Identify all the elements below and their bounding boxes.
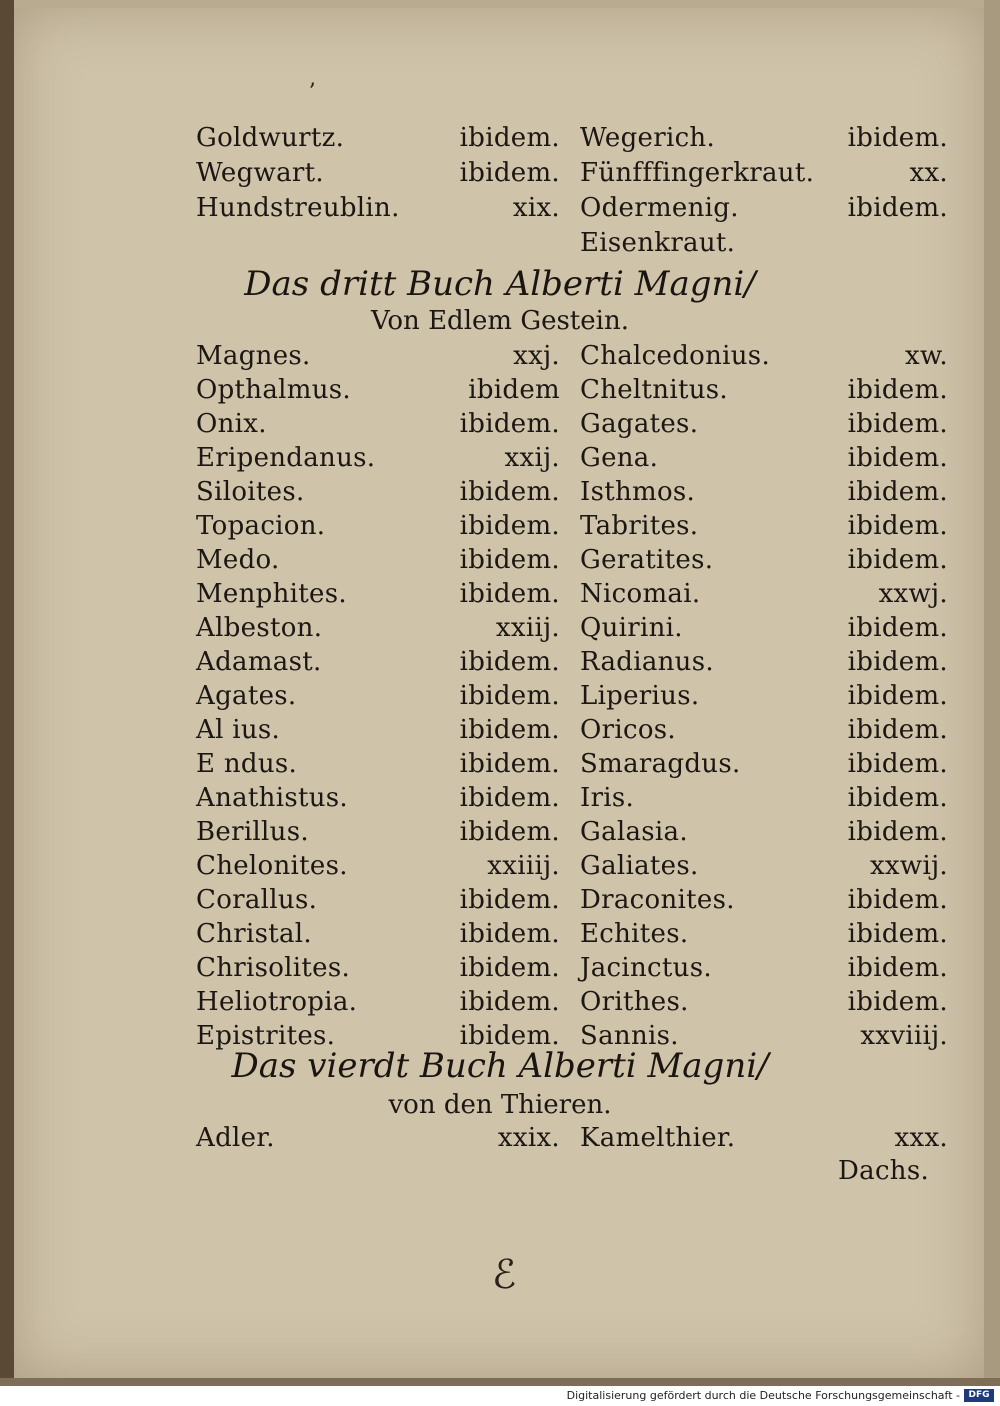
- ink-mark: ʼ: [308, 80, 315, 105]
- entry-name: E ndus.: [196, 749, 298, 779]
- entry-name: Adamast.: [196, 647, 322, 677]
- entry-ref: ibidem.: [459, 715, 560, 745]
- index-row: [0, 918, 1000, 950]
- entry-name: Iris.: [580, 783, 635, 813]
- index-row: [0, 122, 1000, 154]
- entry-name: Corallus.: [196, 885, 318, 915]
- entry-name: Chelonites.: [196, 851, 348, 881]
- entry-ref: ibidem.: [847, 987, 948, 1017]
- entry-ref: ibidem.: [847, 193, 948, 223]
- catchword: Dachs.: [838, 1156, 930, 1186]
- entry-name: Opthalmus.: [196, 375, 351, 405]
- entry-ref: ibidem.: [847, 443, 948, 473]
- index-row: [0, 884, 1000, 916]
- index-row: [0, 646, 1000, 678]
- dfg-logo: DFG: [964, 1389, 994, 1402]
- entry-ref: xxwj.: [878, 579, 948, 609]
- index-row: [0, 1122, 1000, 1154]
- entry-ref: ibidem.: [459, 409, 560, 439]
- entry-name: Siloites.: [196, 477, 305, 507]
- index-row: [0, 680, 1000, 712]
- entry-name: Draconites.: [580, 885, 735, 915]
- section3-subheading: Von Edlem Gestein.: [371, 306, 629, 336]
- index-row: [0, 408, 1000, 440]
- entry-name: Orithes.: [580, 987, 689, 1017]
- entry-name: Cheltnitus.: [580, 375, 728, 405]
- entry-ref: ibidem.: [847, 783, 948, 813]
- entry-ref: xxiij.: [495, 613, 560, 643]
- index-row: [0, 816, 1000, 848]
- entry-ref: ibidem.: [847, 123, 948, 153]
- entry-name: Eripendanus.: [196, 443, 376, 473]
- entry-name: Adler.: [196, 1123, 275, 1153]
- entry-ref: ibidem.: [459, 681, 560, 711]
- entry-name: Liperius.: [580, 681, 700, 711]
- entry-ref: ibidem.: [847, 375, 948, 405]
- entry-ref: ibidem.: [847, 477, 948, 507]
- entry-name: Smaragdus.: [580, 749, 741, 779]
- entry-ref: xxwij.: [869, 851, 948, 881]
- entry-ref: xxix.: [497, 1123, 560, 1153]
- index-row: [0, 612, 1000, 644]
- section4-subheading: von den Thieren.: [388, 1090, 612, 1120]
- entry-name: Medo.: [196, 545, 280, 575]
- entry-name: Geratites.: [580, 545, 714, 575]
- entry-ref: ibidem.: [847, 885, 948, 915]
- index-row: [0, 374, 1000, 406]
- section4-heading: Das vierdt Buch Alberti Magni/: [231, 1046, 769, 1086]
- entry-name: Menphites.: [196, 579, 347, 609]
- index-row: [0, 714, 1000, 746]
- entry-name: Nicomai.: [580, 579, 701, 609]
- index-row: [0, 748, 1000, 780]
- entry-ref: ibidem.: [459, 579, 560, 609]
- entry-name: Radianus.: [580, 647, 714, 677]
- entry-ref: ibidem.: [459, 158, 560, 188]
- entry-ref: ibidem.: [847, 409, 948, 439]
- entry-name: Magnes.: [196, 341, 311, 371]
- index-row: [0, 510, 1000, 542]
- pencil-mark: ℰ: [492, 1252, 517, 1298]
- entry-name: Gagates.: [580, 409, 699, 439]
- entry-ref: ibidem.: [847, 545, 948, 575]
- entry-ref: ibidem.: [847, 919, 948, 949]
- entry-name: Echites.: [580, 919, 689, 949]
- index-row: [0, 986, 1000, 1018]
- entry-name: Tabrites.: [580, 511, 699, 541]
- entry-name: Wegerich.: [580, 123, 716, 153]
- entry-name: Epistrites.: [196, 1021, 336, 1051]
- entry-name: Heliotropia.: [196, 987, 358, 1017]
- entry-ref: ibidem.: [847, 715, 948, 745]
- index-row: [0, 782, 1000, 814]
- entry-name: Galiates.: [580, 851, 699, 881]
- entry-name: Berillus.: [196, 817, 309, 847]
- entry-ref: ibidem.: [459, 749, 560, 779]
- index-row: [0, 192, 1000, 224]
- entry-ref: xxj.: [513, 341, 560, 371]
- entry-name: Quirini.: [580, 613, 683, 643]
- entry-name: Onix.: [196, 409, 267, 439]
- entry-ref: ibidem.: [459, 647, 560, 677]
- section3-heading: Das dritt Buch Alberti Magni/: [244, 264, 756, 304]
- index-row: [0, 476, 1000, 508]
- footer-bar: [0, 1386, 1000, 1406]
- index-row: [0, 578, 1000, 610]
- entry-name: Chrisolites.: [196, 953, 351, 983]
- entry-ref: xxviiij.: [860, 1021, 948, 1051]
- entry-ref: ibidem.: [459, 477, 560, 507]
- index-row: [0, 227, 1000, 259]
- index-row: [0, 157, 1000, 189]
- index-row: [0, 340, 1000, 372]
- entry-ref: ibidem.: [459, 953, 560, 983]
- entry-name: Topacion.: [196, 511, 326, 541]
- entry-ref: xxx.: [894, 1123, 948, 1153]
- entry-name: Albeston.: [196, 613, 323, 643]
- entry-ref: ibidem.: [459, 783, 560, 813]
- entry-name: Fünfffingerkraut.: [580, 158, 815, 188]
- entry-name: Hundstreublin.: [196, 193, 400, 223]
- entry-ref: ibidem.: [459, 1021, 560, 1051]
- entry-ref: xix.: [512, 193, 560, 223]
- entry-name: Isthmos.: [580, 477, 696, 507]
- entry-ref: ibidem.: [847, 613, 948, 643]
- entry-ref: xw.: [905, 341, 948, 371]
- entry-ref: ibidem.: [847, 681, 948, 711]
- funding-credit: Digitalisierung gefördert durch die Deutsche Forschungsgemeinschaft -: [566, 1389, 960, 1402]
- entry-ref: ibidem.: [459, 987, 560, 1017]
- entry-ref: ibidem.: [847, 817, 948, 847]
- entry-name: Agates.: [196, 681, 297, 711]
- entry-name: Odermenig.: [580, 193, 739, 223]
- entry-ref: ibidem.: [847, 749, 948, 779]
- entry-name: Sannis.: [580, 1021, 679, 1051]
- entry-ref: xx.: [909, 158, 948, 188]
- entry-ref: xxiiij.: [487, 851, 560, 881]
- entry-name: Jacinctus.: [580, 953, 712, 983]
- entry-ref: ibidem.: [847, 647, 948, 677]
- index-row: [0, 850, 1000, 882]
- entry-name: Chalcedonius.: [580, 341, 771, 371]
- entry-name: Eisenkraut.: [580, 228, 736, 258]
- entry-ref: ibidem.: [847, 953, 948, 983]
- index-row: [0, 544, 1000, 576]
- entry-name: Gena.: [580, 443, 659, 473]
- entry-name: Al ius.: [196, 715, 281, 745]
- entry-ref: ibidem.: [459, 511, 560, 541]
- page-bottom-edge: [0, 1378, 1000, 1386]
- entry-name: Galasia.: [580, 817, 688, 847]
- entry-ref: ibidem: [468, 375, 560, 405]
- entry-name: Goldwurtz.: [196, 123, 345, 153]
- index-row: [0, 952, 1000, 984]
- entry-ref: ibidem.: [459, 919, 560, 949]
- entry-name: Anathistus.: [196, 783, 348, 813]
- entry-name: Christal.: [196, 919, 312, 949]
- entry-ref: ibidem.: [847, 511, 948, 541]
- entry-ref: ibidem.: [459, 885, 560, 915]
- entry-ref: ibidem.: [459, 545, 560, 575]
- entry-name: Oricos.: [580, 715, 676, 745]
- entry-ref: ibidem.: [459, 817, 560, 847]
- entry-name: Kamelthier.: [580, 1123, 736, 1153]
- entry-name: Wegwart.: [196, 158, 324, 188]
- entry-ref: ibidem.: [459, 123, 560, 153]
- entry-ref: xxij.: [504, 443, 560, 473]
- index-row: [0, 442, 1000, 474]
